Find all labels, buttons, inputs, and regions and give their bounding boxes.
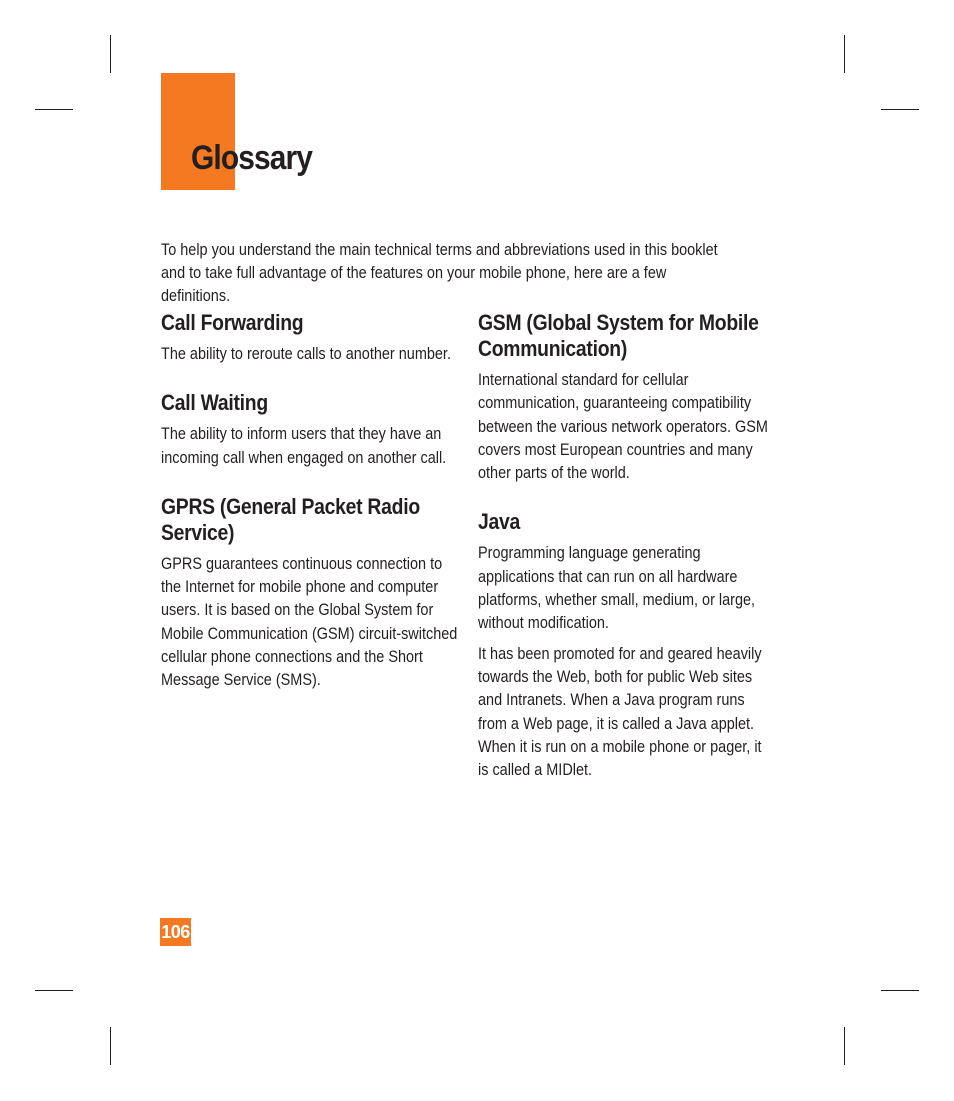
glossary-term: Call Waiting xyxy=(161,390,268,416)
glossary-definition: The ability to inform users that they have an incoming call when engaged on another call. xyxy=(161,424,447,467)
crop-mark-top-left-horizontal xyxy=(35,109,73,110)
glossary-term: Java xyxy=(478,509,521,535)
glossary-term: Call Forwarding xyxy=(161,310,304,335)
crop-mark-bottom-right-horizontal xyxy=(881,990,919,991)
glossary-term: GSM (Global System for Mobile Communication) xyxy=(478,310,759,361)
glossary-definition: Programming language generating applications that can run on all hardware platforms, whether small, medium, or large, without modification. xyxy=(478,543,756,633)
page-number-badge: 106 xyxy=(160,918,191,946)
glossary-entry-java xyxy=(478,509,818,781)
right-column xyxy=(478,310,818,781)
glossary-definition: It has been promoted for and geared heavily towards the Web, both for public Web sites and Intranets. When a Java program runs from a Web page, it is called a Java applet. When it is run on a mobile phone or pager, it is called a MIDlet. xyxy=(478,643,762,780)
crop-mark-bottom-left-horizontal xyxy=(35,990,73,991)
left-column xyxy=(161,310,501,692)
crop-mark-top-left-vertical xyxy=(110,35,111,73)
crop-mark-bottom-right-vertical xyxy=(844,1027,845,1065)
glossary-entry-call-waiting xyxy=(161,390,501,469)
glossary-entry-call-forwarding xyxy=(161,310,501,365)
crop-mark-top-right-vertical xyxy=(844,35,845,73)
glossary-term: GPRS (General Packet Radio Service) xyxy=(161,493,420,545)
crop-mark-top-right-horizontal xyxy=(881,109,919,110)
glossary-entry-gsm xyxy=(478,310,818,484)
glossary-definition: GPRS guarantees continuous connection to the Internet for mobile phone and computer users. It is based on the Global System for Mobile Communication (GSM) circuit-switched cellular phone connections and the Short Message Service (SMS). xyxy=(161,553,458,690)
crop-mark-bottom-left-vertical xyxy=(110,1027,111,1065)
glossary-definition: The ability to reroute calls to another number. xyxy=(161,344,451,363)
glossary-entry-gprs xyxy=(161,494,501,692)
page-title: Glossary xyxy=(191,139,313,177)
glossary-definition: International standard for cellular communication, guaranteeing compatibility between the various network operators. GSM covers most European countries and many other parts of the world. xyxy=(478,370,768,483)
intro-paragraph: To help you understand the main technical terms and abbreviations used in this booklet and to take full advantage of the features on your mobile phone, here are a few definitions. xyxy=(161,240,718,305)
